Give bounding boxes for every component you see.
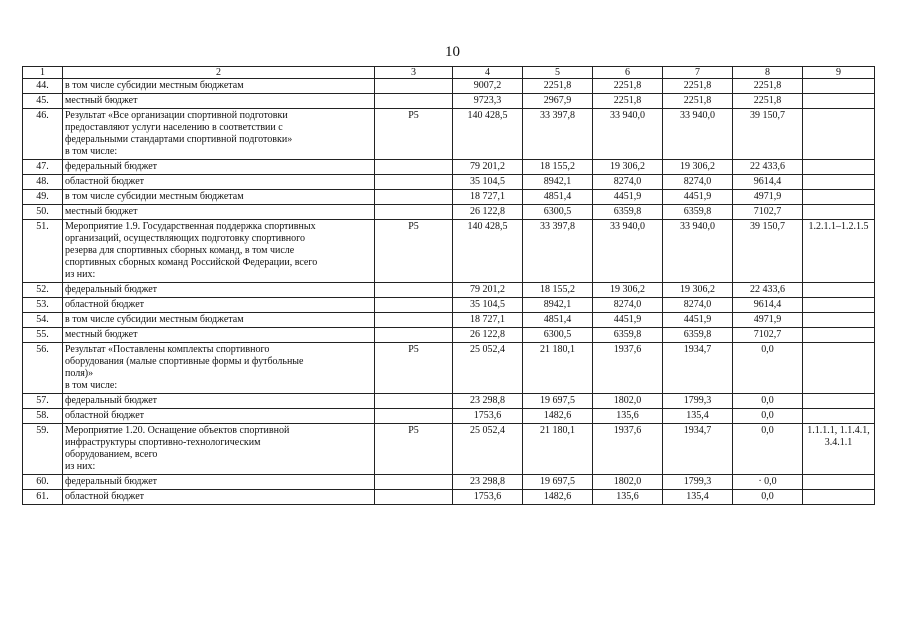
row-value: 7102,7 (733, 205, 803, 220)
row-number: 44. (23, 79, 63, 94)
row-value: 0,0 (733, 394, 803, 409)
row-value: 140 428,5 (453, 109, 523, 160)
row-value: 140 428,5 (453, 220, 523, 283)
table-row (23, 394, 875, 409)
row-name-line: местный бюджет (65, 329, 138, 340)
row-number: 54. (23, 313, 63, 328)
column-number-cell: 3 (375, 67, 453, 79)
row-code (375, 313, 453, 328)
row-value: 22 433,6 (733, 160, 803, 175)
row-code (375, 205, 453, 220)
table-row (23, 205, 875, 220)
table-row (23, 328, 875, 343)
row-value: 79 201,2 (453, 283, 523, 298)
row-name-line: инфраструктуры спортивно-технологическим (65, 437, 261, 448)
column-number-cell: 9 (803, 67, 875, 79)
row-value: 33 940,0 (593, 109, 663, 160)
row-name-line: местный бюджет (65, 95, 138, 106)
row-number: 50. (23, 205, 63, 220)
row-value: 19 306,2 (593, 283, 663, 298)
row-indicator-ref (803, 490, 875, 505)
row-name-line: оборудования (малые спортивные формы и футбольные (65, 356, 304, 367)
row-indicator-ref (803, 328, 875, 343)
row-value: 2251,8 (523, 79, 593, 94)
row-code (375, 175, 453, 190)
row-name-line: в том числе субсидии местным бюджетам (65, 80, 244, 91)
row-value: 33 397,8 (523, 220, 593, 283)
row-indicator-ref (803, 175, 875, 190)
table-row (23, 490, 875, 505)
row-value: 18 155,2 (523, 160, 593, 175)
row-value: 35 104,5 (453, 175, 523, 190)
row-value: 8274,0 (663, 175, 733, 190)
row-number: 61. (23, 490, 63, 505)
row-value: 2251,8 (663, 79, 733, 94)
row-value: 1802,0 (593, 475, 663, 490)
table-row (23, 94, 875, 109)
row-value: 135,4 (663, 409, 733, 424)
row-name-line: в том числе субсидии местным бюджетам (65, 314, 244, 325)
row-name-line: Мероприятие 1.9. Государственная поддержка спортивных (65, 221, 316, 232)
row-value: 19 697,5 (523, 475, 593, 490)
row-number: 57. (23, 394, 63, 409)
row-value: 23 298,8 (453, 394, 523, 409)
column-number-cell: 8 (733, 67, 803, 79)
row-value: 9723,3 (453, 94, 523, 109)
row-name (63, 220, 375, 283)
row-name-line: из них: (65, 461, 96, 472)
row-value: 6300,5 (523, 328, 593, 343)
row-value: 2251,8 (733, 94, 803, 109)
row-value: 8942,1 (523, 298, 593, 313)
row-value: 6359,8 (663, 328, 733, 343)
row-code (375, 328, 453, 343)
row-name-line: Мероприятие 1.20. Оснащение объектов спортивной (65, 425, 290, 436)
row-indicator-ref (803, 313, 875, 328)
row-value: 19 697,5 (523, 394, 593, 409)
table-row (23, 109, 875, 160)
row-value: 19 306,2 (663, 283, 733, 298)
table-row (23, 160, 875, 175)
row-number: 48. (23, 175, 63, 190)
row-value: 2251,8 (593, 79, 663, 94)
row-indicator-ref (803, 298, 875, 313)
row-name-line: Результат «Все организации спортивной подготовки (65, 110, 288, 121)
column-number-cell: 2 (63, 67, 375, 79)
row-value: 1482,6 (523, 409, 593, 424)
row-value: 4971,9 (733, 190, 803, 205)
row-value: 1799,3 (663, 394, 733, 409)
table-row (23, 79, 875, 94)
row-number: 45. (23, 94, 63, 109)
row-value: 1934,7 (663, 343, 733, 394)
table-row (23, 475, 875, 490)
budget-table (22, 66, 875, 505)
row-value: 25 052,4 (453, 424, 523, 475)
row-value: 18 727,1 (453, 190, 523, 205)
row-value: 33 940,0 (593, 220, 663, 283)
row-number: 47. (23, 160, 63, 175)
row-name-line: резерва для спортивных сборных команд, в том числе (65, 245, 295, 256)
row-value: · 0,0 (733, 475, 803, 490)
row-number: 52. (23, 283, 63, 298)
row-value: 8274,0 (593, 298, 663, 313)
row-value: 18 727,1 (453, 313, 523, 328)
row-code (375, 160, 453, 175)
row-name (63, 298, 375, 313)
row-code (375, 298, 453, 313)
row-code: P5 (375, 220, 453, 283)
row-value: 33 397,8 (523, 109, 593, 160)
row-value: 4971,9 (733, 313, 803, 328)
row-name (63, 160, 375, 175)
row-name (63, 394, 375, 409)
row-name (63, 343, 375, 394)
row-value: 39 150,7 (733, 109, 803, 160)
row-indicator-ref (803, 283, 875, 298)
row-value: 135,6 (593, 490, 663, 505)
column-number-row (23, 67, 875, 79)
table-row (23, 424, 875, 475)
table-row (23, 283, 875, 298)
row-value: 1482,6 (523, 490, 593, 505)
row-name (63, 424, 375, 475)
row-value: 39 150,7 (733, 220, 803, 283)
row-indicator-ref (803, 205, 875, 220)
row-code (375, 190, 453, 205)
row-value: 2251,8 (593, 94, 663, 109)
row-number: 51. (23, 220, 63, 283)
row-indicator-ref (803, 409, 875, 424)
row-code: P5 (375, 424, 453, 475)
row-number: 55. (23, 328, 63, 343)
column-number-cell: 6 (593, 67, 663, 79)
row-value: 1802,0 (593, 394, 663, 409)
row-value: 4851,4 (523, 313, 593, 328)
row-name (63, 283, 375, 298)
row-value: 4451,9 (593, 190, 663, 205)
row-number: 49. (23, 190, 63, 205)
page-number: 10 (445, 44, 460, 60)
row-value: 8274,0 (593, 175, 663, 190)
row-value: 9614,4 (733, 298, 803, 313)
row-value: 6300,5 (523, 205, 593, 220)
row-code (375, 94, 453, 109)
row-name-line: федеральный бюджет (65, 284, 158, 295)
row-indicator-line: 1.1.1.1, 1.1.4.1, (807, 425, 870, 436)
row-value: 0,0 (733, 424, 803, 475)
row-value: 1937,6 (593, 343, 663, 394)
row-code: P5 (375, 343, 453, 394)
table-row (23, 220, 875, 283)
row-indicator-ref (803, 343, 875, 394)
row-value: 19 306,2 (663, 160, 733, 175)
row-value: 26 122,8 (453, 328, 523, 343)
row-value: 25 052,4 (453, 343, 523, 394)
row-number: 58. (23, 409, 63, 424)
row-indicator-ref (803, 475, 875, 490)
row-value: 135,4 (663, 490, 733, 505)
row-value: 9007,2 (453, 79, 523, 94)
row-number: 59. (23, 424, 63, 475)
row-number: 56. (23, 343, 63, 394)
row-name-line: в том числе: (65, 146, 118, 157)
row-name (63, 328, 375, 343)
row-indicator-line: 3.4.1.1 (824, 437, 853, 448)
row-name (63, 409, 375, 424)
table-row (23, 298, 875, 313)
row-indicator-ref (803, 160, 875, 175)
row-value: 8274,0 (663, 298, 733, 313)
column-number-cell: 4 (453, 67, 523, 79)
row-name (63, 109, 375, 160)
row-code: P5 (375, 109, 453, 160)
row-value: 4451,9 (663, 190, 733, 205)
row-name (63, 94, 375, 109)
row-indicator-ref (803, 109, 875, 160)
row-name-line: оборудованием, всего (65, 449, 158, 460)
row-name-line: организаций, осуществляющих подготовку спортивного (65, 233, 305, 244)
row-value: 6359,8 (663, 205, 733, 220)
row-name (63, 205, 375, 220)
row-indicator-ref (803, 79, 875, 94)
column-number-cell: 5 (523, 67, 593, 79)
row-name (63, 79, 375, 94)
row-code (375, 409, 453, 424)
row-value: 1753,6 (453, 409, 523, 424)
row-value: 6359,8 (593, 328, 663, 343)
row-value: 18 155,2 (523, 283, 593, 298)
row-indicator-ref (803, 424, 875, 475)
row-name (63, 190, 375, 205)
row-number: 46. (23, 109, 63, 160)
row-name-line: поля)» (65, 368, 94, 379)
row-indicator-ref (803, 190, 875, 205)
row-code (375, 283, 453, 298)
table-row (23, 343, 875, 394)
row-name-line: областной бюджет (65, 176, 145, 187)
row-name-line: спортивных сборных команд Российской Федерации, всего (65, 257, 318, 268)
row-value: 23 298,8 (453, 475, 523, 490)
row-value: 6359,8 (593, 205, 663, 220)
column-number-cell: 7 (663, 67, 733, 79)
row-value: 2251,8 (733, 79, 803, 94)
row-indicator-ref (803, 394, 875, 409)
row-value: 2251,8 (663, 94, 733, 109)
row-indicator-ref (803, 220, 875, 283)
row-value: 19 306,2 (593, 160, 663, 175)
row-value: 26 122,8 (453, 205, 523, 220)
row-value: 21 180,1 (523, 343, 593, 394)
row-value: 33 940,0 (663, 220, 733, 283)
row-value: 0,0 (733, 490, 803, 505)
row-number: 53. (23, 298, 63, 313)
row-value: 7102,7 (733, 328, 803, 343)
row-name-line: областной бюджет (65, 299, 145, 310)
row-name-line: областной бюджет (65, 491, 145, 502)
row-value: 8942,1 (523, 175, 593, 190)
row-value: 0,0 (733, 343, 803, 394)
row-value: 4851,4 (523, 190, 593, 205)
row-value: 22 433,6 (733, 283, 803, 298)
row-value: 4451,9 (663, 313, 733, 328)
row-value: 35 104,5 (453, 298, 523, 313)
table-row (23, 175, 875, 190)
row-name-line: предоставляют услуги населению в соответствии с (65, 122, 283, 133)
row-indicator-ref (803, 94, 875, 109)
row-code (375, 394, 453, 409)
row-name-line: Результат «Поставлены комплекты спортивного (65, 344, 270, 355)
row-value: 0,0 (733, 409, 803, 424)
row-indicator-line: 1.2.1.1–1.2.1.5 (808, 221, 869, 232)
row-name-line: местный бюджет (65, 206, 138, 217)
row-value: 2967,9 (523, 94, 593, 109)
row-value: 135,6 (593, 409, 663, 424)
row-name (63, 490, 375, 505)
row-name (63, 475, 375, 490)
row-name-line: из них: (65, 269, 96, 280)
row-name-line: в том числе: (65, 380, 118, 391)
row-name-line: областной бюджет (65, 410, 145, 421)
row-name-line: федеральный бюджет (65, 476, 158, 487)
row-name-line: федеральными стандартами спортивной подготовки» (65, 134, 293, 145)
row-name (63, 175, 375, 190)
row-value: 21 180,1 (523, 424, 593, 475)
row-value: 1937,6 (593, 424, 663, 475)
row-number: 60. (23, 475, 63, 490)
row-name (63, 313, 375, 328)
row-name-line: в том числе субсидии местным бюджетам (65, 191, 244, 202)
row-code (375, 79, 453, 94)
row-value: 33 940,0 (663, 109, 733, 160)
row-code (375, 475, 453, 490)
row-value: 4451,9 (593, 313, 663, 328)
row-value: 1753,6 (453, 490, 523, 505)
column-number-cell: 1 (23, 67, 63, 79)
row-value: 9614,4 (733, 175, 803, 190)
row-code (375, 490, 453, 505)
row-name-line: федеральный бюджет (65, 395, 158, 406)
row-value: 1799,3 (663, 475, 733, 490)
row-value: 1934,7 (663, 424, 733, 475)
row-value: 79 201,2 (453, 160, 523, 175)
row-name-line: федеральный бюджет (65, 161, 158, 172)
table-row (23, 190, 875, 205)
table-row (23, 409, 875, 424)
table-row (23, 313, 875, 328)
